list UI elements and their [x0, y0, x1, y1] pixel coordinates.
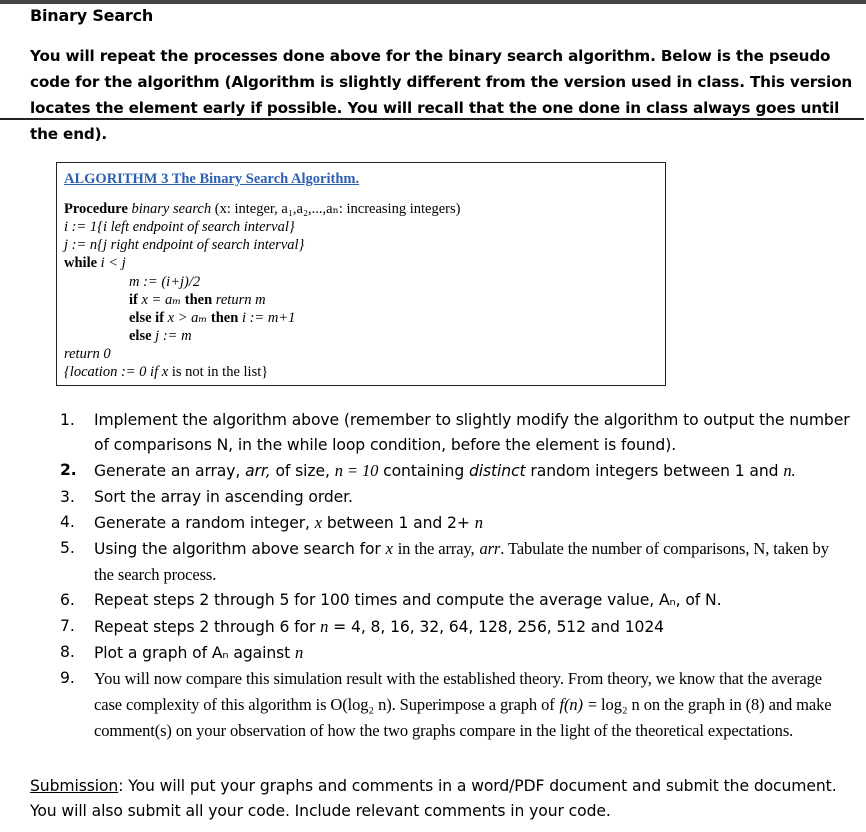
- procedure-line: Procedure binary search (x: integer, a₁,a₂,...,aₙ: increasing integers): [64, 201, 461, 217]
- if-line: if x = aₘ then return m: [129, 292, 266, 308]
- midpoint-line: m := (i+j)/2: [129, 274, 201, 290]
- algorithm-box: [56, 162, 666, 386]
- submission-label: Submission: [30, 777, 119, 795]
- list-item: 8. Plot a graph of Aₙ against n: [60, 642, 304, 662]
- steps-list: [52, 408, 852, 745]
- section-title: Binary Search: [30, 6, 154, 25]
- algorithm-header: ALGORITHM 3 The Binary Search Algorithm.: [64, 171, 360, 187]
- list-item: 5. Using the algorithm above search for x in the array, arr. Tabulate the number of comparisons, N, taken by the search process.: [60, 539, 829, 585]
- list-item: 1. Implement the algorithm above (remember to slightly modify the algorithm to output the number of comparisons N, in the while loop condition, before the element is found).: [60, 411, 850, 455]
- init-j-line: j := n{j right endpoint of search interval}: [64, 237, 305, 253]
- list-item: 9. You will now compare this simulation result with the established theory. From theory, we know that the average case complexity of this algorithm is O(log₂ n). Superimpose a graph of f(n) = log₂ n on the graph in (8) and make comment(s) on your observation of how the two graphs compare in the light of the theoretical expectations.: [60, 669, 832, 741]
- list-item: 7. Repeat steps 2 through 6 for n = 4, 8, 16, 32, 64, 128, 256, 512 and 1024: [60, 616, 664, 636]
- list-item: 6. Repeat steps 2 through 5 for 100 times and compute the average value, Aₙ, of N.: [60, 591, 722, 610]
- while-line: while i < j: [64, 255, 126, 271]
- list-item: 2. Generate an array, arr, of size, n = 10 containing distinct random integers between 1 and n.: [60, 461, 796, 481]
- else-line: else j := m: [129, 328, 192, 344]
- intro-paragraph: You will repeat the processes done above for the binary search algorithm. Below is the pseudo code for the algorithm (Algorithm is slightly different from the version used in class. This version locates the element early if possible. You will recall that the one done in class always goes until the end).: [30, 47, 853, 143]
- list-item: 4. Generate a random integer, x between 1 and 2+ n: [60, 512, 483, 532]
- init-i-line: i := 1{i left endpoint of search interval}: [64, 219, 295, 235]
- list-item: 3. Sort the array in ascending order.: [60, 487, 353, 506]
- location-comment-line: {location := 0 if x is not in the list}: [64, 364, 269, 380]
- return-line: return 0: [64, 346, 111, 362]
- top-border: [0, 0, 866, 4]
- submission-paragraph: Submission: You will put your graphs and comments in a word/PDF document and submit the document. You will also submit all your code. Include relevant comments in your code.: [30, 777, 837, 820]
- else-if-line: else if x > aₘ then i := m+1: [129, 310, 296, 326]
